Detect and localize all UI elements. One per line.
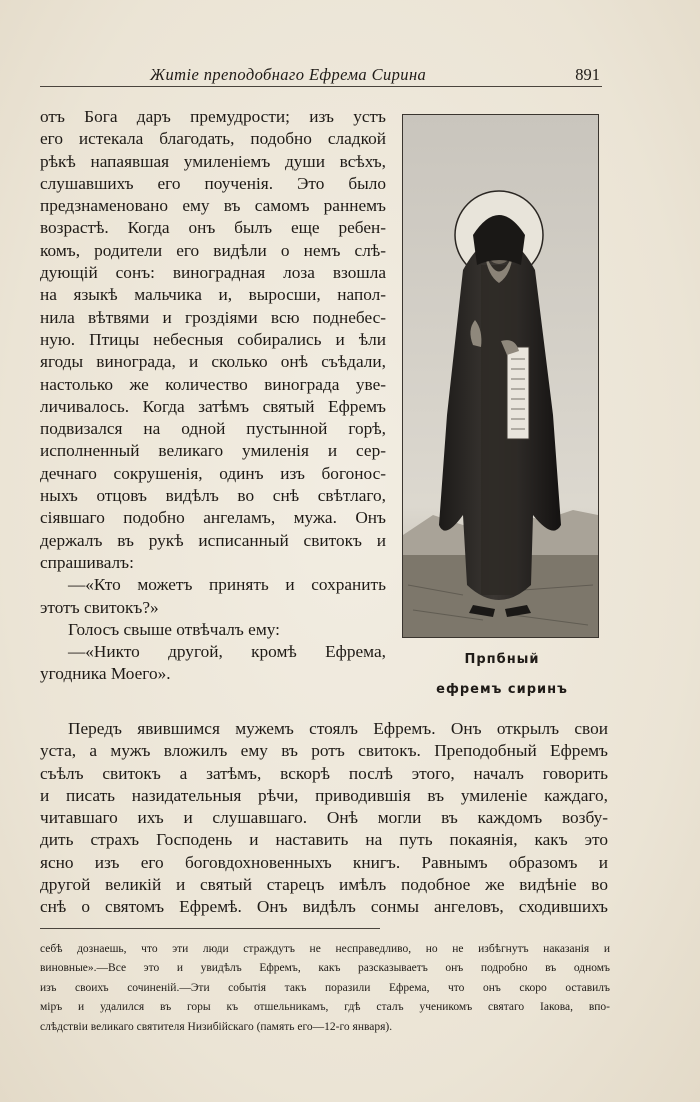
dialogue-line: Голосъ свыше отвѣчалъ ему: — [68, 619, 280, 639]
footnote — [40, 940, 610, 1037]
icon-engraving — [403, 115, 598, 637]
text-line: снѣ о святомъ Ефремѣ. Онъ видѣлъ сонмы ангеловъ, сходившихъ — [40, 897, 608, 917]
text-line: другой великій и святый старецъ имѣлъ подобное же видѣніе во — [40, 875, 608, 895]
text-line: ягоды винограда, и сколько онѣ съѣдали, — [40, 352, 386, 372]
footnote-line: виновные».—Все это и увидѣлъ Ефремъ, какъ разсказываетъ онъ подробно въ одномъ — [40, 962, 610, 975]
running-head: Житіе преподобнаго Ефрема Сирина — [150, 65, 427, 84]
text-line: настолько же количество винограда уве- — [40, 374, 386, 394]
text-line: ную. Птицы небесныя собирались и ѣли — [40, 329, 386, 349]
text-line: отъ Бога даръ премудрости; изъ устъ — [40, 107, 386, 126]
text-line: предзнаменовано ему въ самомъ раннемъ — [40, 196, 386, 216]
dialogue-line: —«Никто другой, кромѣ Ефрема, — [68, 642, 386, 662]
page-header — [40, 62, 602, 87]
text-line: дить страхъ Господень и наставить на путь покаянія, какъ это — [40, 830, 608, 850]
text-line: его истекала благодать, подобно сладкой — [40, 129, 386, 149]
text-line: Передъ явившимся мужемъ стоялъ Ефремъ. Онъ открылъ свои — [68, 719, 608, 738]
text-line: дующій сонъ: виноградная лоза взошла — [40, 263, 386, 283]
text-line: читавшаго ихъ и слушавшаго. Онѣ могли въ каждомъ возбу- — [40, 808, 608, 828]
text-line: нила вѣтвями и гроздіями всю поднебес- — [40, 307, 386, 327]
text-line: на языкѣ мальчика и, выросши, напол- — [40, 285, 386, 305]
text-line: ныхъ отцовъ видѣлъ во снѣ свѣтлаго, — [40, 486, 386, 506]
footnote-rule — [40, 928, 380, 929]
illustration-caption-name: ефремъ сиринъ — [436, 682, 568, 697]
text-line: исполненный великаго умиленія и сер- — [40, 441, 386, 461]
footnote-line: себѣ дознаешь, что эти люди страждутъ не несправедливо, но не избѣгнутъ наказанія и — [40, 943, 610, 955]
text-line: слушавшихъ его поученія. Это было — [40, 173, 386, 193]
text-line: подвизался на одной пустынной горѣ, — [40, 419, 386, 439]
page-number: 891 — [575, 65, 600, 84]
full-width-text — [40, 718, 608, 919]
dialogue-line: —«Кто можетъ принять и сохранить — [68, 575, 386, 595]
text-line: и писать назидательныя рѣчи, приводившія въ умиленіе каждаго, — [40, 785, 608, 805]
text-line: личивалось. Когда затѣмъ святый Ефремъ — [40, 396, 386, 416]
footnote-line: міръ и удалился въ горы къ отшельникамъ, гдѣ сталъ ученикомъ святаго Іакова, впо- — [40, 1001, 610, 1014]
text-line: спрашивалъ: — [40, 552, 134, 572]
saint-ephrem-illustration — [402, 114, 599, 638]
text-line: ясно изъ его боговдохновенныхъ книгъ. Равнымъ образомъ и — [40, 852, 608, 872]
text-line: рѣкѣ напаявшая умиленіемъ души всѣхъ, — [40, 151, 386, 171]
text-line: сіявшаго подобно ангеламъ, мужа. Онъ — [40, 508, 386, 528]
illustration-caption-title: Прпбный — [464, 652, 540, 667]
dialogue-line: угодника Моего». — [40, 664, 171, 684]
footnote-line: слѣдствіи великаго святителя Низибійскаго (память его—12-го января). — [40, 1020, 393, 1033]
text-line: съѣлъ свитокъ а затѣмъ, вскорѣ послѣ этого, началъ говорить — [40, 763, 608, 783]
text-line: возрастѣ. Когда онъ былъ еще ребен- — [40, 218, 386, 238]
footnote-line: изъ своихъ сочиненій.—Эти событія такъ поразили Ефрема, что онъ скоро оставилъ — [40, 981, 610, 994]
text-line: дечнаго сокрушенія, одинъ изъ богонос- — [40, 463, 386, 483]
column-text — [40, 106, 386, 686]
text-line: комъ, родители его видѣли о немъ слѣ- — [40, 240, 386, 260]
text-line: держалъ въ рукѣ исписанный свитокъ и — [40, 530, 386, 550]
text-line: уста, а мужъ вложилъ ему въ ротъ свитокъ. Преподобный Ефремъ — [40, 741, 608, 761]
dialogue-line: этотъ свитокъ?» — [40, 597, 159, 617]
